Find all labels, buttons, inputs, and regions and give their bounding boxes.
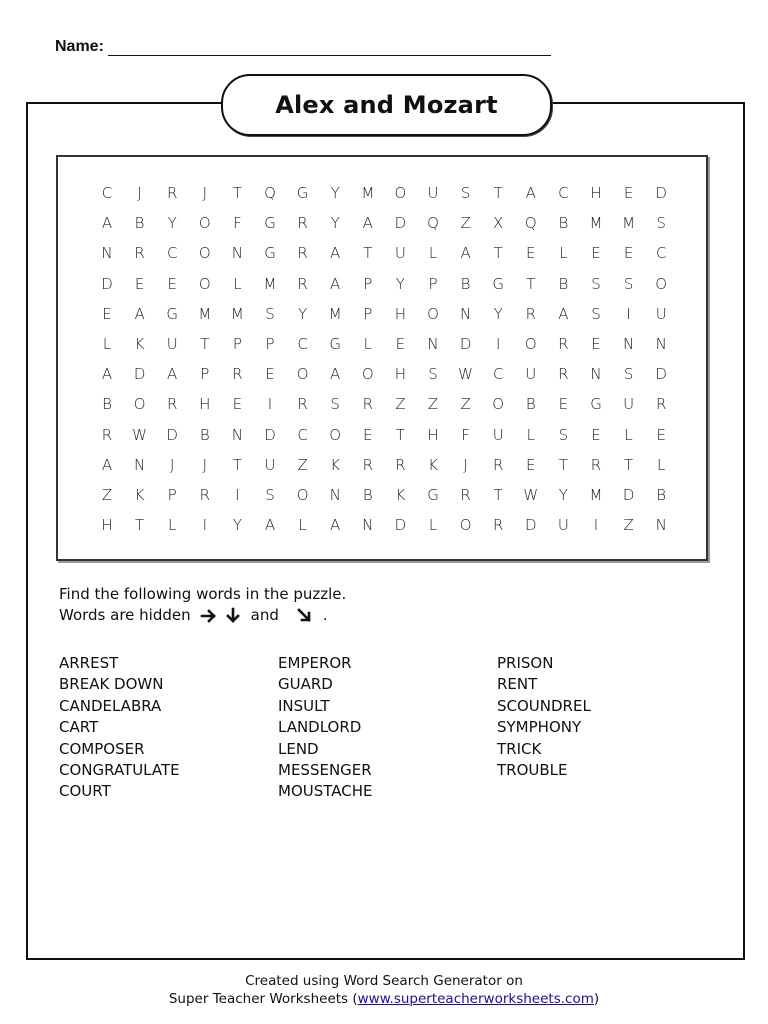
grid-letter[interactable]: T <box>493 244 503 263</box>
grid-letter[interactable]: I <box>626 304 631 323</box>
diagonal-down-right-arrow-icon <box>296 607 314 625</box>
grid-row <box>58 184 706 214</box>
grid-letter[interactable]: T <box>493 486 503 504</box>
grid-row <box>58 516 706 546</box>
grid-letter[interactable]: I <box>593 516 599 535</box>
grid-letter[interactable]: A <box>264 516 276 535</box>
grid-letter[interactable]: Y <box>395 274 405 293</box>
grid-letter[interactable]: T <box>493 184 503 202</box>
grid-row <box>58 395 706 425</box>
grid-letter[interactable]: P <box>200 365 210 384</box>
grid-letter[interactable]: I <box>267 395 273 414</box>
grid-letter[interactable]: R <box>558 335 569 353</box>
grid-letter[interactable]: J <box>137 184 142 202</box>
grid-letter[interactable]: U <box>525 365 537 384</box>
grid-letter[interactable]: U <box>492 425 504 444</box>
grid-letter[interactable]: Z <box>460 395 471 414</box>
grid-letter[interactable]: E <box>363 425 373 444</box>
instructions-line-1: Find the following words in the puzzle. <box>59 585 347 603</box>
word-list-item: LEND <box>278 739 319 758</box>
grid-letter[interactable]: T <box>232 455 242 474</box>
grid-letter[interactable]: Y <box>167 214 177 233</box>
grid-row <box>58 365 706 395</box>
grid-letter[interactable]: X <box>493 214 504 233</box>
grid-letter[interactable]: A <box>330 516 341 535</box>
grid-letter[interactable]: M <box>198 304 212 323</box>
page-title: Alex and Mozart <box>275 91 498 119</box>
grid-letter[interactable]: L <box>363 335 372 353</box>
word-list-item: INSULT <box>278 696 330 715</box>
grid-letter[interactable]: Y <box>232 516 242 535</box>
grid-letter[interactable]: U <box>427 184 439 202</box>
grid-letter[interactable]: A <box>330 274 341 293</box>
word-list-item: TRICK <box>497 739 542 758</box>
grid-letter[interactable]: Y <box>330 214 340 233</box>
grid-letter[interactable]: L <box>526 425 535 444</box>
grid-letter[interactable]: B <box>460 274 471 293</box>
grid-letter[interactable]: M <box>589 486 603 504</box>
grid-letter[interactable]: H <box>199 395 211 414</box>
grid-row <box>58 305 706 335</box>
grid-letter[interactable]: T <box>624 455 634 474</box>
grid-letter[interactable]: N <box>655 335 667 353</box>
word-list-item: CONGRATULATE <box>59 761 180 780</box>
grid-letter[interactable]: E <box>591 335 601 353</box>
grid-letter[interactable]: Z <box>297 455 308 474</box>
grid-letter[interactable]: M <box>622 214 636 233</box>
footer-line-1: Created using Word Search Generator on <box>245 973 523 989</box>
grid-letter[interactable]: U <box>394 244 406 263</box>
grid-letter[interactable]: R <box>492 516 504 535</box>
grid-letter[interactable]: M <box>361 184 375 202</box>
grid-letter[interactable]: G <box>590 395 602 414</box>
grid-letter[interactable]: Z <box>101 486 113 504</box>
grid-row <box>58 456 706 486</box>
word-list-item: CANDELABRA <box>59 696 162 715</box>
grid-letter[interactable]: O <box>296 365 309 384</box>
grid-letter[interactable]: L <box>559 244 568 263</box>
grid-letter[interactable]: R <box>297 214 308 233</box>
word-list-item: EMPEROR <box>278 654 352 672</box>
grid-letter[interactable]: P <box>363 274 373 293</box>
grid-letter[interactable]: O <box>329 425 342 444</box>
grid-letter[interactable]: S <box>428 365 438 384</box>
grid-letter[interactable]: T <box>200 335 210 353</box>
grid-letter[interactable]: E <box>623 244 634 263</box>
grid-letter[interactable]: D <box>101 274 113 293</box>
grid-letter[interactable]: Y <box>298 304 308 323</box>
grid-letter[interactable]: K <box>330 455 341 474</box>
word-list-item: SYMPHONY <box>497 718 582 737</box>
grid-letter[interactable]: D <box>655 365 667 384</box>
grid-letter[interactable]: R <box>362 395 374 414</box>
grid-letter[interactable]: G <box>296 184 309 202</box>
grid-letter[interactable]: A <box>134 304 145 323</box>
grid-letter[interactable]: O <box>524 335 537 353</box>
grid-letter[interactable]: B <box>199 425 210 444</box>
grid-letter[interactable]: I <box>235 486 240 504</box>
grid-letter[interactable]: E <box>591 244 601 263</box>
grid-letter[interactable]: R <box>134 244 145 263</box>
grid-letter[interactable]: J <box>202 455 208 474</box>
grid-letter[interactable]: B <box>558 214 569 233</box>
grid-letter[interactable]: R <box>655 395 667 414</box>
grid-letter[interactable]: K <box>134 335 145 353</box>
grid-letter[interactable]: O <box>459 516 472 535</box>
grid-letter[interactable]: L <box>168 516 177 535</box>
grid-letter[interactable]: W <box>458 365 474 384</box>
grid-letter[interactable]: Y <box>558 486 568 504</box>
grid-letter[interactable]: R <box>166 395 178 414</box>
grid-letter[interactable]: N <box>231 244 243 263</box>
grid-letter[interactable]: J <box>169 455 175 474</box>
grid-letter[interactable]: L <box>624 425 633 444</box>
grid-letter[interactable]: A <box>460 244 471 263</box>
footer-suffix: ) <box>593 991 600 1007</box>
grid-letter[interactable]: H <box>394 304 407 323</box>
word-list-item: BREAK DOWN <box>59 675 164 694</box>
grid-row <box>58 335 706 365</box>
grid-letter[interactable]: R <box>558 365 569 384</box>
grid-letter[interactable]: O <box>427 304 439 323</box>
grid-letter[interactable]: C <box>655 244 667 263</box>
grid-letter[interactable]: G <box>264 214 276 233</box>
grid-letter[interactable]: H <box>101 516 113 535</box>
grid-row <box>58 244 706 274</box>
word-list-item: GUARD <box>278 675 333 694</box>
word-list-item: TROUBLE <box>497 761 568 780</box>
grid-letter[interactable]: O <box>655 274 668 293</box>
right-arrow-icon <box>200 607 218 625</box>
grid-letter[interactable]: R <box>297 395 308 414</box>
instructions-line-2 <box>59 605 346 626</box>
word-list-item: MESSENGER <box>278 761 372 780</box>
grid-letter[interactable]: R <box>525 304 537 323</box>
grid-letter[interactable]: J <box>463 455 468 474</box>
word-list-item: ARREST <box>59 654 119 672</box>
grid-letter[interactable]: A <box>101 365 113 384</box>
grid-letter[interactable]: Z <box>623 516 634 535</box>
grid-letter[interactable]: I <box>202 516 208 535</box>
grid-letter[interactable]: T <box>135 516 145 535</box>
grid-letter[interactable]: J <box>202 184 208 202</box>
grid-letter[interactable]: L <box>102 335 112 353</box>
word-list-item: COURT <box>59 782 111 801</box>
word-list-item: RENT <box>497 675 538 694</box>
grid-letter[interactable]: T <box>526 274 536 293</box>
grid-letter[interactable]: M <box>328 304 342 323</box>
footer-line-2 <box>0 990 768 1008</box>
word-list-column-3 <box>497 653 591 781</box>
title-banner <box>221 74 552 136</box>
grid-letter[interactable]: O <box>361 365 374 384</box>
grid-letter[interactable]: M <box>589 214 603 233</box>
grid-letter[interactable]: I <box>495 335 501 353</box>
grid-letter[interactable]: B <box>362 486 373 504</box>
instructions-and: and <box>250 606 279 624</box>
grid-letter[interactable]: L <box>428 244 438 263</box>
grid-letter[interactable]: B <box>102 395 112 414</box>
grid-letter[interactable]: R <box>199 486 211 504</box>
word-list-column-2 <box>278 653 372 803</box>
grid-letter[interactable]: N <box>427 335 439 353</box>
grid-letter[interactable]: P <box>363 304 373 323</box>
grid-letter[interactable]: U <box>655 304 667 323</box>
instructions-prefix: Words are hidden <box>59 606 191 624</box>
grid-letter[interactable]: S <box>460 184 471 202</box>
grid-letter[interactable]: E <box>526 244 536 263</box>
grid-letter[interactable]: G <box>427 486 439 504</box>
grid-letter[interactable]: H <box>590 184 602 202</box>
grid-letter[interactable]: A <box>101 214 113 233</box>
grid-letter[interactable]: R <box>232 365 243 384</box>
grid-letter[interactable]: D <box>264 425 276 444</box>
grid-letter[interactable]: K <box>395 486 406 504</box>
grid-letter[interactable]: P <box>167 486 177 504</box>
grid-letter[interactable]: E <box>134 274 145 293</box>
grid-letter[interactable]: T <box>363 244 373 263</box>
word-list-item: LANDLORD <box>278 718 362 737</box>
grid-letter[interactable]: D <box>622 486 635 504</box>
instructions-end: . <box>322 606 328 624</box>
grid-letter[interactable]: S <box>623 365 634 384</box>
grid-letter[interactable]: D <box>166 425 178 444</box>
grid-letter[interactable]: N <box>590 365 602 384</box>
grid-letter[interactable]: E <box>623 184 634 202</box>
grid-letter[interactable]: Z <box>427 395 439 414</box>
grid-letter[interactable]: L <box>233 274 242 293</box>
word-list-item: MOUSTACHE <box>278 782 373 801</box>
grid-letter[interactable]: S <box>558 425 569 444</box>
grid-letter[interactable]: G <box>492 274 504 293</box>
grid-letter[interactable]: U <box>166 335 178 353</box>
grid-letter[interactable]: E <box>102 304 112 323</box>
grid-letter[interactable]: N <box>133 455 146 474</box>
grid-letter[interactable]: N <box>101 244 113 263</box>
grid-letter[interactable]: A <box>167 365 178 384</box>
footer <box>0 972 768 1008</box>
grid-letter[interactable]: D <box>133 365 146 384</box>
grid-letter[interactable]: U <box>557 516 569 535</box>
grid-letter[interactable]: E <box>395 335 406 353</box>
grid-letter[interactable]: E <box>526 455 536 474</box>
grid-letter[interactable]: O <box>133 395 146 414</box>
grid-letter[interactable]: T <box>558 455 568 474</box>
grid-letter[interactable]: N <box>459 304 472 323</box>
grid-letter[interactable]: Q <box>524 214 537 233</box>
footer-prefix: Super Teacher Worksheets ( <box>168 991 358 1007</box>
grid-letter[interactable]: C <box>297 335 308 353</box>
grid-letter[interactable]: S <box>265 486 275 504</box>
grid-letter[interactable]: C <box>101 184 113 202</box>
grid-letter[interactable]: G <box>166 304 178 323</box>
grid-letter[interactable]: D <box>459 335 472 353</box>
grid-letter[interactable]: Y <box>330 184 340 202</box>
grid-letter[interactable]: T <box>232 184 242 202</box>
grid-letter[interactable]: M <box>230 304 244 323</box>
grid-letter[interactable]: E <box>265 365 275 384</box>
grid-letter[interactable]: P <box>428 274 438 293</box>
grid-letter[interactable]: N <box>622 335 635 353</box>
grid-letter[interactable]: C <box>492 365 504 384</box>
word-list-item: CART <box>59 718 99 737</box>
grid-letter[interactable]: G <box>329 335 341 353</box>
grid-letter[interactable]: M <box>263 274 277 293</box>
grid-letter[interactable]: A <box>362 214 373 233</box>
grid-letter[interactable]: R <box>101 425 113 444</box>
grid-letter[interactable]: E <box>656 425 666 444</box>
grid-letter[interactable]: O <box>492 395 505 414</box>
word-list-item: COMPOSER <box>59 739 145 758</box>
grid-letter[interactable]: D <box>394 516 407 535</box>
name-field-row <box>55 38 551 56</box>
grid-letter[interactable]: G <box>264 244 276 263</box>
grid-letter[interactable]: O <box>198 274 211 293</box>
grid-letter[interactable]: R <box>460 486 471 504</box>
name-blank-line[interactable] <box>108 39 551 56</box>
grid-letter[interactable]: Y <box>493 304 503 323</box>
grid-letter[interactable]: R <box>590 455 602 474</box>
grid-letter[interactable]: P <box>265 335 275 353</box>
grid-letter[interactable]: S <box>265 304 275 323</box>
grid-letter[interactable]: O <box>296 486 309 504</box>
grid-letter[interactable]: A <box>558 304 569 323</box>
grid-letter[interactable]: L <box>428 516 438 535</box>
grid-letter[interactable]: R <box>362 455 374 474</box>
grid-row <box>58 214 706 244</box>
grid-letter[interactable]: F <box>233 214 242 233</box>
grid-letter[interactable]: R <box>166 184 178 202</box>
grid-letter[interactable]: A <box>101 455 113 474</box>
grid-letter[interactable]: U <box>264 455 276 474</box>
grid-letter[interactable]: R <box>297 244 308 263</box>
grid-letter[interactable]: U <box>623 395 635 414</box>
instructions <box>59 584 346 626</box>
grid-letter[interactable]: S <box>591 274 601 293</box>
grid-letter[interactable]: N <box>329 486 341 504</box>
grid-letter[interactable]: B <box>656 486 667 504</box>
down-arrow-icon <box>224 607 242 625</box>
grid-letter[interactable]: C <box>297 425 308 444</box>
grid-letter[interactable]: W <box>523 486 539 504</box>
grid-letter[interactable]: D <box>394 214 407 233</box>
word-list-item: PRISON <box>497 654 554 672</box>
word-list-column-1 <box>59 653 180 803</box>
grid-letter[interactable]: K <box>134 486 145 504</box>
grid-letter[interactable]: D <box>655 184 667 202</box>
grid-letter[interactable]: T <box>395 425 405 444</box>
grid-letter[interactable]: C <box>558 184 569 202</box>
grid-letter[interactable]: Z <box>395 395 406 414</box>
grid-letter[interactable]: Q <box>264 184 276 202</box>
grid-letter[interactable]: N <box>362 516 374 535</box>
grid-letter[interactable]: E <box>591 425 601 444</box>
word-list-item: SCOUNDREL <box>497 696 591 715</box>
grid-letter[interactable]: B <box>134 214 145 233</box>
grid-letter[interactable]: R <box>297 274 308 293</box>
grid-letter[interactable]: H <box>394 365 407 384</box>
grid-row <box>58 275 706 305</box>
grid-row <box>58 486 706 516</box>
word-search-grid <box>56 155 708 561</box>
grid-letter[interactable]: B <box>525 395 536 414</box>
grid-letter[interactable]: F <box>461 425 470 444</box>
grid-letter[interactable]: D <box>525 516 537 535</box>
grid-letter[interactable]: W <box>132 425 148 444</box>
grid-letter[interactable]: N <box>231 425 243 444</box>
grid-letter[interactable]: Z <box>460 214 471 233</box>
grid-letter[interactable]: A <box>525 184 536 202</box>
grid-letter[interactable]: L <box>657 455 666 474</box>
footer-link[interactable]: www.superteacherworksheets.com <box>357 991 594 1007</box>
grid-letter[interactable]: L <box>298 516 307 535</box>
grid-letter[interactable]: S <box>656 214 666 233</box>
grid-letter[interactable]: Q <box>427 214 439 233</box>
grid-letter[interactable]: E <box>232 395 243 414</box>
grid-letter[interactable]: P <box>232 335 242 353</box>
grid-letter[interactable]: N <box>655 516 667 535</box>
grid-letter[interactable]: R <box>492 455 504 474</box>
grid-letter[interactable]: H <box>427 425 439 444</box>
grid-letter[interactable]: S <box>623 274 634 293</box>
grid-row <box>58 426 706 456</box>
grid-letter[interactable]: O <box>198 214 211 233</box>
grid-letter[interactable]: S <box>591 304 601 323</box>
grid-letter[interactable]: O <box>198 244 211 263</box>
grid-letter[interactable]: A <box>330 365 341 384</box>
grid-letter[interactable]: E <box>558 395 569 414</box>
grid-letter[interactable]: O <box>394 184 407 202</box>
grid-letter[interactable]: C <box>166 244 178 263</box>
grid-letter[interactable]: A <box>330 244 341 263</box>
name-label: Name: <box>55 38 104 55</box>
grid-letter[interactable]: B <box>558 274 569 293</box>
grid-letter[interactable]: R <box>395 455 406 474</box>
grid-letter[interactable]: S <box>330 395 340 414</box>
grid-letter[interactable]: E <box>167 274 177 293</box>
grid-letter[interactable]: K <box>428 455 438 474</box>
